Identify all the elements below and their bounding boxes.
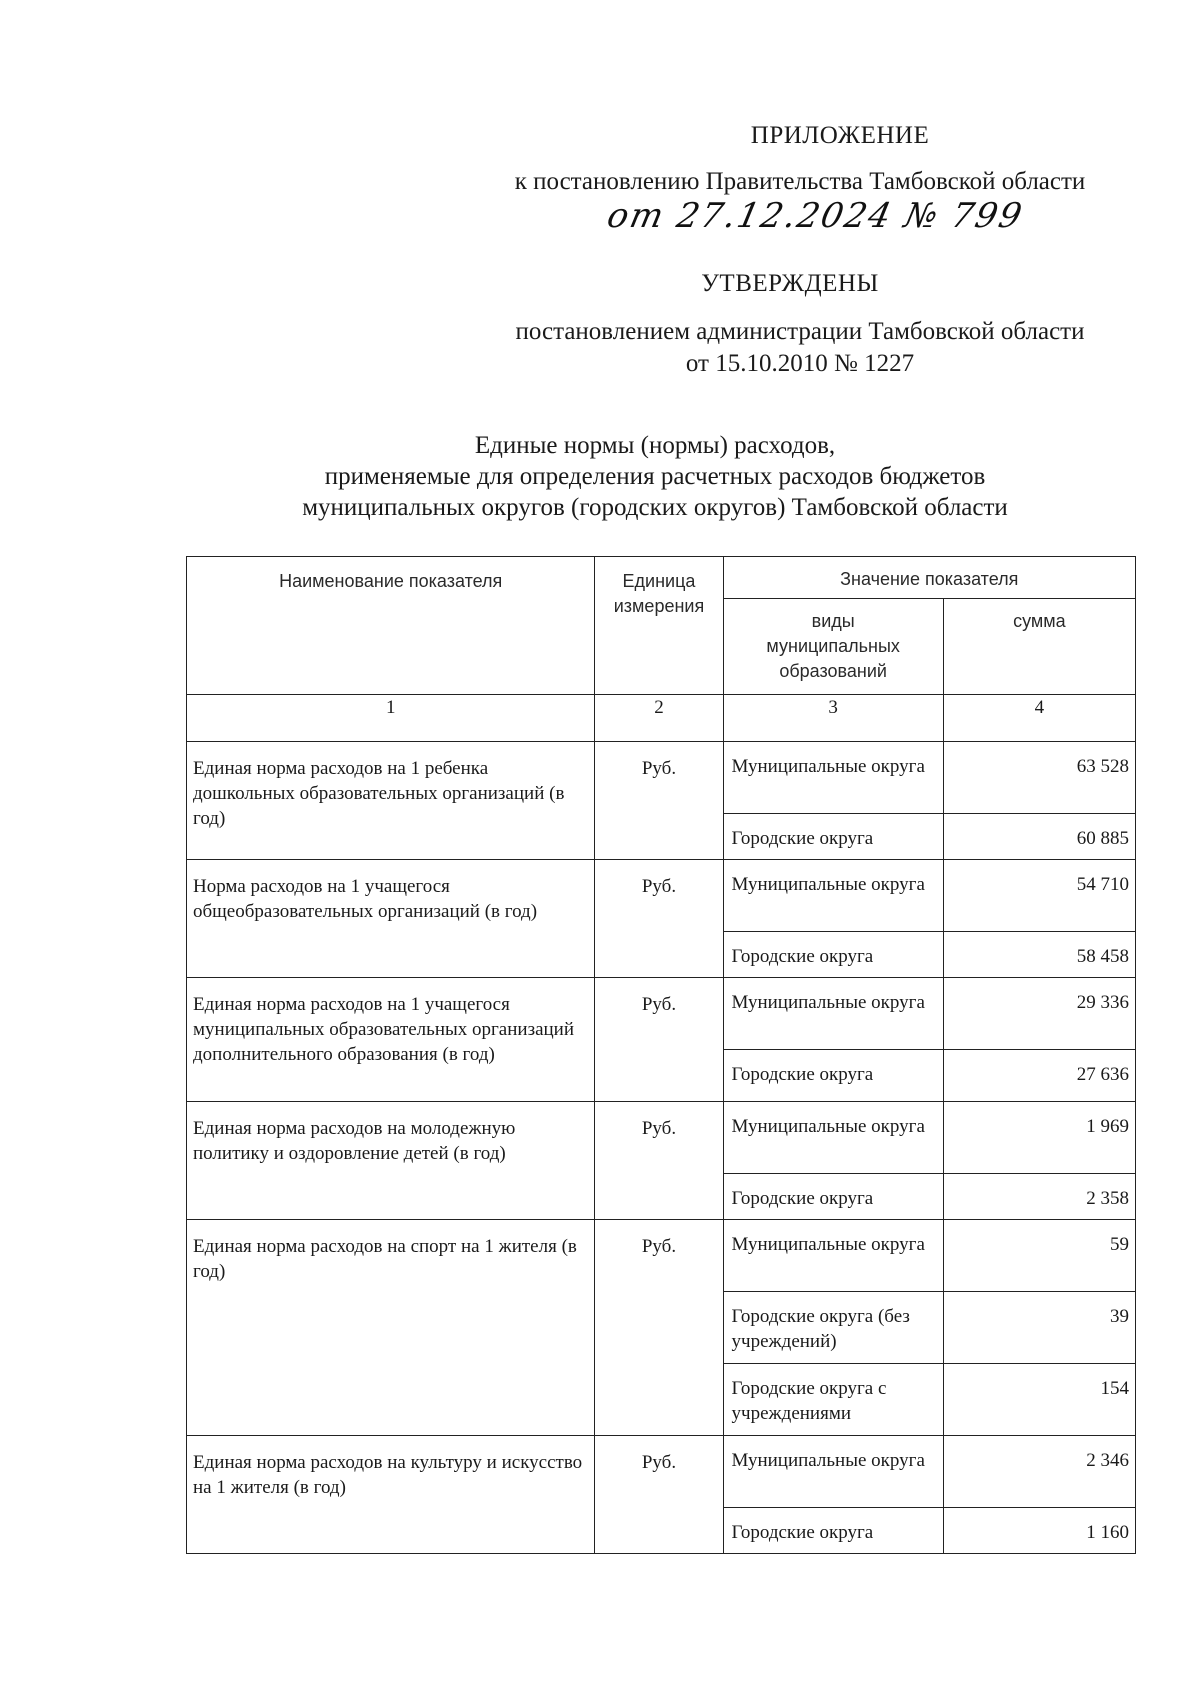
municipality-kind: Городские округа с учреждениями xyxy=(723,1364,943,1436)
header-unit-line1: Единица xyxy=(622,571,696,591)
title-line1: Единые нормы (нормы) расходов, xyxy=(474,432,836,459)
municipality-kind: Муниципальные округа xyxy=(723,1102,943,1174)
approved-by-line1: постановлением администрации Тамбовской области xyxy=(515,318,1085,345)
approved-by-block xyxy=(460,316,1140,380)
municipality-kind: Муниципальные округа xyxy=(723,742,943,814)
municipality-kind: Муниципальные округа xyxy=(723,978,943,1050)
column-number: 1 xyxy=(187,695,595,742)
column-number: 2 xyxy=(595,695,723,742)
table-row xyxy=(187,1102,1136,1174)
document-title xyxy=(190,430,1120,523)
indicator-sum: 27 636 xyxy=(943,1050,1135,1102)
indicator-sum: 154 xyxy=(943,1364,1135,1436)
approved-label: УТВЕРЖДЕНЫ xyxy=(701,270,879,297)
appendix-label: ПРИЛОЖЕНИЕ xyxy=(750,122,930,149)
header-kinds-line2: муниципальных xyxy=(766,636,900,656)
indicator-name: Единая норма расходов на 1 ребенка дошкольных образовательных организаций (в год) xyxy=(187,742,595,860)
indicator-sum: 58 458 xyxy=(943,932,1135,978)
title-line2: применяемые для определения расчетных расходов бюджетов xyxy=(324,463,986,490)
indicator-name: Единая норма расходов на 1 учащегося муниципальных образовательных организаций дополнительного образования (в год) xyxy=(187,978,595,1102)
indicator-name: Единая норма расходов на спорт на 1 жителя (в год) xyxy=(187,1220,595,1436)
header-sum-text: сумма xyxy=(1013,611,1066,631)
indicator-name: Единая норма расходов на культуру и искусство на 1 жителя (в год) xyxy=(187,1436,595,1554)
header-kinds-line1: виды xyxy=(811,611,855,631)
indicator-unit: Руб. xyxy=(595,742,723,860)
table-row xyxy=(187,1220,1136,1292)
header-name-text: Наименование показателя xyxy=(279,571,503,591)
municipality-kind: Муниципальные округа xyxy=(723,860,943,932)
column-number: 4 xyxy=(943,695,1135,742)
table-row xyxy=(187,860,1136,932)
indicator-sum: 60 885 xyxy=(943,814,1135,860)
indicator-unit: Руб. xyxy=(595,1220,723,1436)
indicator-sum: 1 160 xyxy=(943,1508,1135,1554)
indicator-unit: Руб. xyxy=(595,1102,723,1220)
municipality-kind: Городские округа xyxy=(723,1174,943,1220)
indicator-sum: 59 xyxy=(943,1220,1135,1292)
header-value-text: Значение показателя xyxy=(840,569,1019,589)
indicator-sum: 39 xyxy=(943,1292,1135,1364)
norms-table xyxy=(186,556,1136,1554)
column-number-row xyxy=(187,695,1136,742)
title-line3: муниципальных округов (городских округов) Тамбовской области xyxy=(302,494,1008,521)
header-sum xyxy=(943,599,1135,695)
municipality-kind: Муниципальные округа xyxy=(723,1436,943,1508)
indicator-unit: Руб. xyxy=(595,860,723,978)
header-unit-line2: измерения xyxy=(613,596,705,616)
indicator-sum: 2 346 xyxy=(943,1436,1135,1508)
municipality-kind: Городские округа xyxy=(723,1508,943,1554)
approved-by-line2: от 15.10.2010 № 1227 xyxy=(685,350,915,377)
resolution-reference: к постановлению Правительства Тамбовской области xyxy=(514,168,1086,195)
municipality-kind: Городские округа xyxy=(723,814,943,860)
header-kinds xyxy=(723,599,943,695)
header-name xyxy=(187,557,595,695)
indicator-unit: Руб. xyxy=(595,978,723,1102)
header-value xyxy=(723,557,1135,599)
column-number: 3 xyxy=(723,695,943,742)
indicator-name: Норма расходов на 1 учащегося общеобразовательных организаций (в год) xyxy=(187,860,595,978)
municipality-kind: Муниципальные округа xyxy=(723,1220,943,1292)
indicator-name: Единая норма расходов на молодежную политику и оздоровление детей (в год) xyxy=(187,1102,595,1220)
handwritten-date-number: от 27.12.2024 № 799 xyxy=(603,196,1028,236)
municipality-kind: Городские округа xyxy=(723,932,943,978)
table-row xyxy=(187,742,1136,814)
indicator-sum: 2 358 xyxy=(943,1174,1135,1220)
indicator-sum: 63 528 xyxy=(943,742,1135,814)
table-row xyxy=(187,978,1136,1050)
municipality-kind: Городские округа xyxy=(723,1050,943,1102)
indicator-unit: Руб. xyxy=(595,1436,723,1554)
header-kinds-line3: образований xyxy=(779,661,887,681)
table-row xyxy=(187,1436,1136,1508)
header-unit xyxy=(595,557,723,695)
indicator-sum: 1 969 xyxy=(943,1102,1135,1174)
municipality-kind: Городские округа (без учреждений) xyxy=(723,1292,943,1364)
indicator-sum: 54 710 xyxy=(943,860,1135,932)
indicator-sum: 29 336 xyxy=(943,978,1135,1050)
